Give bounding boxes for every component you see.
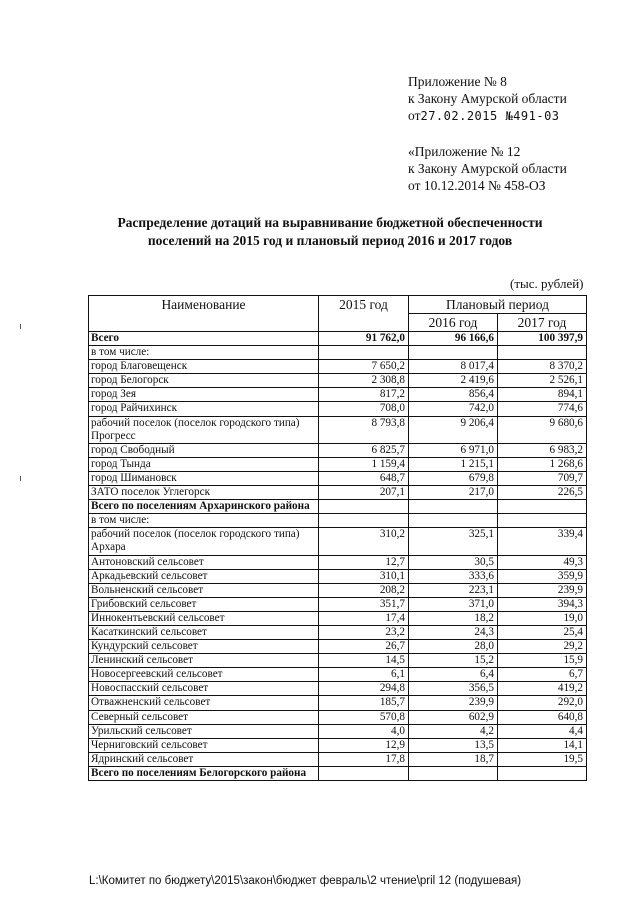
value-2017: 640,8 (498, 710, 587, 724)
header-2016: 2016 год (409, 314, 498, 332)
table-row (89, 514, 587, 528)
value-2017 (498, 346, 587, 360)
value-2017: 239,9 (498, 583, 587, 597)
row-name: Кундурский сельсовет (89, 640, 319, 654)
value-2015: 208,2 (319, 583, 409, 597)
value-2017: 226,5 (498, 486, 587, 500)
row-name: город Свободный (89, 443, 319, 457)
table-row (89, 374, 587, 388)
value-2016: 356,5 (409, 682, 498, 696)
row-name: город Зея (89, 388, 319, 402)
date-stamp: 27.02.2015 №491-03 (420, 109, 560, 123)
value-2015: 7 650,2 (319, 360, 409, 374)
subsidy-table (88, 295, 587, 781)
value-2017: 419,2 (498, 682, 587, 696)
value-2015: 351,7 (319, 597, 409, 611)
value-2017: 6,7 (498, 668, 587, 682)
appendix-date: от27.02.2015 №491-03 (408, 108, 560, 123)
row-name: рабочий поселок (поселок городского типа) Прогресс (89, 416, 319, 443)
value-2016: 6,4 (409, 668, 498, 682)
value-2016: 333,6 (409, 569, 498, 583)
table-row (89, 500, 587, 514)
table-row (89, 682, 587, 696)
value-2016 (409, 514, 498, 528)
value-2016: 6 971,0 (409, 443, 498, 457)
row-name: Ядринский сельсовет (89, 752, 319, 766)
value-2015: 23,2 (319, 625, 409, 639)
value-2017: 19,0 (498, 611, 587, 625)
table-row (89, 471, 587, 485)
table-row (89, 555, 587, 569)
value-2015: 294,8 (319, 682, 409, 696)
table-row (89, 332, 587, 346)
row-name: Антоновский сельсовет (89, 555, 319, 569)
appendix-law: к Закону Амурской области (408, 91, 567, 106)
previous-appendix-header (408, 143, 567, 194)
value-2016 (409, 500, 498, 514)
row-name: Новосергеевский сельсовет (89, 668, 319, 682)
value-2016: 28,0 (409, 640, 498, 654)
value-2017: 394,3 (498, 597, 587, 611)
value-2017: 2 526,1 (498, 374, 587, 388)
value-2015: 6 825,7 (319, 443, 409, 457)
value-2016: 239,9 (409, 696, 498, 710)
file-path-footer: L:\Комитет по бюджету\2015\закон\бюджет февраль\2 чтение\pril 12 (подушевая) (89, 875, 522, 887)
header-2015: 2015 год (319, 296, 409, 332)
value-2016: 13,5 (409, 738, 498, 752)
value-2016: 602,9 (409, 710, 498, 724)
value-2015: 310,1 (319, 569, 409, 583)
table-row (89, 416, 587, 443)
value-2016: 1 215,1 (409, 457, 498, 471)
row-name: город Благовещенск (89, 360, 319, 374)
row-name: Иннокентьевский сельсовет (89, 611, 319, 625)
table-row (89, 402, 587, 416)
value-2017: 29,2 (498, 640, 587, 654)
table-row (89, 710, 587, 724)
row-name: Вольненский сельсовет (89, 583, 319, 597)
table-row (89, 443, 587, 457)
value-2017: 25,4 (498, 625, 587, 639)
row-name: город Райчихинск (89, 402, 319, 416)
value-2015: 310,2 (319, 528, 409, 555)
table-row (89, 346, 587, 360)
table-row (89, 640, 587, 654)
value-2016 (409, 346, 498, 360)
value-2017 (498, 500, 587, 514)
value-2015: 4,0 (319, 724, 409, 738)
value-2017: 8 370,2 (498, 360, 587, 374)
row-name: Новоспасский сельсовет (89, 682, 319, 696)
value-2016: 325,1 (409, 528, 498, 555)
value-2017: 9 680,6 (498, 416, 587, 443)
units-label: (тыс. рублей) (510, 276, 584, 291)
row-name: Черниговский сельсовет (89, 738, 319, 752)
row-name: город Шимановск (89, 471, 319, 485)
value-2016: 15,2 (409, 654, 498, 668)
value-2017: 339,4 (498, 528, 587, 555)
value-2016 (409, 766, 498, 780)
table-row (89, 597, 587, 611)
value-2016: 24,3 (409, 625, 498, 639)
value-2016: 217,0 (409, 486, 498, 500)
value-2017: 774,6 (498, 402, 587, 416)
table-row (89, 528, 587, 555)
prev-appendix-number: «Приложение № 12 (408, 144, 521, 159)
value-2015 (319, 346, 409, 360)
row-name: город Белогорск (89, 374, 319, 388)
row-name: Касаткинский сельсовет (89, 625, 319, 639)
title-line-1: Распределение дотаций на выравнивание бюджетной обеспеченности (117, 215, 543, 230)
row-name: рабочий поселок (поселок городского типа) Архара (89, 528, 319, 555)
value-2015: 570,8 (319, 710, 409, 724)
value-2015: 17,8 (319, 752, 409, 766)
table-row (89, 569, 587, 583)
value-2015: 817,2 (319, 388, 409, 402)
table-row (89, 611, 587, 625)
value-2017 (498, 766, 587, 780)
value-2015: 14,5 (319, 654, 409, 668)
value-2017 (498, 514, 587, 528)
value-2016: 8 017,4 (409, 360, 498, 374)
value-2015: 6,1 (319, 668, 409, 682)
value-2015: 708,0 (319, 402, 409, 416)
table-row (89, 654, 587, 668)
value-2017: 4,4 (498, 724, 587, 738)
scan-mark (20, 324, 21, 329)
value-2017: 6 983,2 (498, 443, 587, 457)
header-name: Наименование (89, 296, 319, 332)
value-2015: 1 159,4 (319, 457, 409, 471)
value-2017: 292,0 (498, 696, 587, 710)
row-name: Всего (89, 332, 319, 346)
value-2015: 2 308,8 (319, 374, 409, 388)
row-name: в том числе: (89, 514, 319, 528)
title-line-2: поселений на 2015 год и плановый период 2016 и 2017 годов (147, 233, 513, 248)
value-2017: 49,3 (498, 555, 587, 569)
value-2015 (319, 766, 409, 780)
value-2016: 18,7 (409, 752, 498, 766)
value-2015: 91 762,0 (319, 332, 409, 346)
value-2015: 17,4 (319, 611, 409, 625)
row-name: в том числе: (89, 346, 319, 360)
value-2017: 1 268,6 (498, 457, 587, 471)
value-2016: 4,2 (409, 724, 498, 738)
scan-mark (20, 476, 21, 481)
row-name: Отважненский сельсовет (89, 696, 319, 710)
value-2017: 359,9 (498, 569, 587, 583)
value-2015: 648,7 (319, 471, 409, 485)
table-body (89, 332, 587, 781)
value-2017: 894,1 (498, 388, 587, 402)
value-2016: 856,4 (409, 388, 498, 402)
table-row (89, 486, 587, 500)
appendix-number: Приложение № 8 (408, 74, 507, 89)
value-2017: 709,7 (498, 471, 587, 485)
row-name: Северный сельсовет (89, 710, 319, 724)
row-name: Аркадьевский сельсовет (89, 569, 319, 583)
prev-appendix-date: от 10.12.2014 № 458-ОЗ (408, 178, 546, 193)
value-2015: 8 793,8 (319, 416, 409, 443)
table-row (89, 766, 587, 780)
value-2016: 9 206,4 (409, 416, 498, 443)
table-row (89, 388, 587, 402)
value-2015: 12,7 (319, 555, 409, 569)
value-2016: 18,2 (409, 611, 498, 625)
value-2017: 14,1 (498, 738, 587, 752)
table-row (89, 752, 587, 766)
value-2017: 19,5 (498, 752, 587, 766)
value-2017: 15,9 (498, 654, 587, 668)
value-2015: 26,7 (319, 640, 409, 654)
table-row (89, 360, 587, 374)
table-row (89, 457, 587, 471)
value-2016: 2 419,6 (409, 374, 498, 388)
row-name: город Тында (89, 457, 319, 471)
value-2016: 742,0 (409, 402, 498, 416)
appendix-header (408, 73, 567, 125)
table-row (89, 738, 587, 752)
table-row (89, 724, 587, 738)
value-2016: 30,5 (409, 555, 498, 569)
row-name: Урильский сельсовет (89, 724, 319, 738)
value-2015: 12,9 (319, 738, 409, 752)
value-2016: 371,0 (409, 597, 498, 611)
table-row (89, 696, 587, 710)
row-name: ЗАТО поселок Углегорск (89, 486, 319, 500)
row-name: Ленинский сельсовет (89, 654, 319, 668)
row-name: Всего по поселениям Белогорского района (89, 766, 319, 780)
table-row (89, 583, 587, 597)
value-2016: 96 166,6 (409, 332, 498, 346)
row-name: Всего по поселениям Архаринского района (89, 500, 319, 514)
row-name: Грибовский сельсовет (89, 597, 319, 611)
value-2015 (319, 500, 409, 514)
value-2015 (319, 514, 409, 528)
value-2016: 679,8 (409, 471, 498, 485)
header-2017: 2017 год (498, 314, 587, 332)
header-plan-period: Плановый период (409, 296, 587, 314)
value-2016: 223,1 (409, 583, 498, 597)
prev-appendix-law: к Закону Амурской области (408, 161, 567, 176)
value-2015: 185,7 (319, 696, 409, 710)
table-row (89, 625, 587, 639)
value-2015: 207,1 (319, 486, 409, 500)
table-row (89, 668, 587, 682)
value-2017: 100 397,9 (498, 332, 587, 346)
document-title (60, 214, 600, 250)
